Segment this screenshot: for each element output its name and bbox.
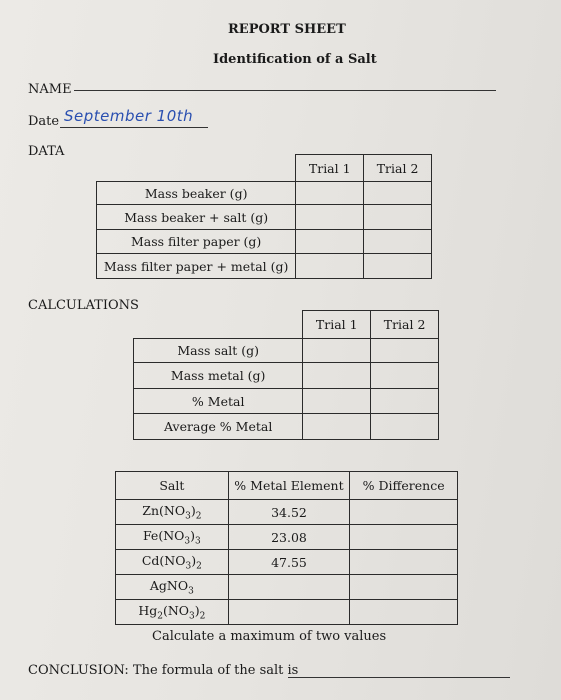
input-cell[interactable]	[364, 254, 432, 279]
data-header-row	[97, 155, 432, 182]
row-label: Mass salt (g)	[134, 339, 303, 363]
report-subtitle: Identification of a Salt	[213, 52, 377, 67]
row-label: Mass metal (g)	[134, 363, 303, 389]
salt-header-row	[116, 472, 458, 500]
date-label: Date	[28, 114, 60, 129]
table-row	[97, 182, 432, 205]
data-table	[96, 154, 432, 279]
calc-header-row	[134, 311, 439, 339]
table-row	[97, 254, 432, 279]
salt-table-footnote: Calculate a maximum of two values	[152, 629, 387, 644]
row-label: Mass filter paper + metal (g)	[97, 254, 296, 279]
salt-formula: $Zn(NO_3)_2$	[116, 500, 229, 525]
input-cell[interactable]	[364, 230, 432, 254]
input-cell[interactable]	[228, 600, 350, 625]
salt-col-salt: Salt	[116, 472, 229, 500]
percent-metal-value: 47.55	[228, 550, 350, 575]
blank-cell	[97, 155, 296, 182]
blank-cell	[134, 311, 303, 339]
input-cell[interactable]	[350, 550, 458, 575]
input-cell[interactable]	[350, 525, 458, 550]
table-row	[134, 339, 439, 363]
row-label: Mass beaker + salt (g)	[97, 205, 296, 230]
input-cell[interactable]	[296, 205, 364, 230]
input-cell[interactable]	[296, 182, 364, 205]
input-cell[interactable]	[364, 205, 432, 230]
input-cell[interactable]	[296, 254, 364, 279]
input-cell[interactable]	[371, 414, 439, 440]
table-row	[134, 363, 439, 389]
table-row	[116, 500, 458, 525]
salt-col-percent-difference: % Difference	[350, 472, 458, 500]
input-cell[interactable]	[303, 414, 371, 440]
calc-col-trial2: Trial 2	[371, 311, 439, 339]
salt-formula: AgNO$_3$	[116, 575, 229, 600]
calculations-table	[133, 310, 439, 440]
name-field[interactable]	[74, 90, 496, 91]
salt-formula: $Fe(NO_3)_3$	[116, 525, 229, 550]
salt-table	[115, 471, 458, 625]
salt-formula: $Cd(NO_3)_2$	[116, 550, 229, 575]
table-row	[116, 550, 458, 575]
input-cell[interactable]	[303, 389, 371, 414]
input-cell[interactable]	[350, 575, 458, 600]
row-label: Mass filter paper (g)	[97, 230, 296, 254]
conclusion-field[interactable]	[288, 677, 510, 678]
percent-metal-value: 23.08	[228, 525, 350, 550]
table-row	[116, 575, 458, 600]
data-col-trial2: Trial 2	[364, 155, 432, 182]
input-cell[interactable]	[371, 363, 439, 389]
row-label: Average % Metal	[134, 414, 303, 440]
conclusion-label: CONCLUSION: The formula of the salt is	[28, 663, 299, 678]
calculations-heading: CALCULATIONS	[28, 298, 139, 313]
name-label: NAME	[28, 82, 72, 97]
data-heading: DATA	[28, 144, 65, 159]
row-label: Mass beaker (g)	[97, 182, 296, 205]
input-cell[interactable]	[303, 363, 371, 389]
data-col-trial1: Trial 1	[296, 155, 364, 182]
salt-col-percent-metal: % Metal Element	[228, 472, 350, 500]
input-cell[interactable]	[364, 182, 432, 205]
input-cell[interactable]	[350, 500, 458, 525]
input-cell[interactable]	[303, 339, 371, 363]
input-cell[interactable]	[371, 339, 439, 363]
table-row	[97, 205, 432, 230]
input-cell[interactable]	[371, 389, 439, 414]
percent-metal-value: 34.52	[228, 500, 350, 525]
salt-formula: $Hg_2(NO_3)_2$	[116, 600, 229, 625]
input-cell[interactable]	[296, 230, 364, 254]
table-row	[97, 230, 432, 254]
table-row	[134, 389, 439, 414]
date-field[interactable]	[60, 127, 208, 128]
table-row	[134, 414, 439, 440]
input-cell[interactable]	[228, 575, 350, 600]
table-row	[116, 525, 458, 550]
table-row	[116, 600, 458, 625]
report-title: REPORT SHEET	[228, 22, 346, 37]
date-value: September 10th	[64, 107, 194, 125]
calc-col-trial1: Trial 1	[303, 311, 371, 339]
row-label: % Metal	[134, 389, 303, 414]
input-cell[interactable]	[350, 600, 458, 625]
